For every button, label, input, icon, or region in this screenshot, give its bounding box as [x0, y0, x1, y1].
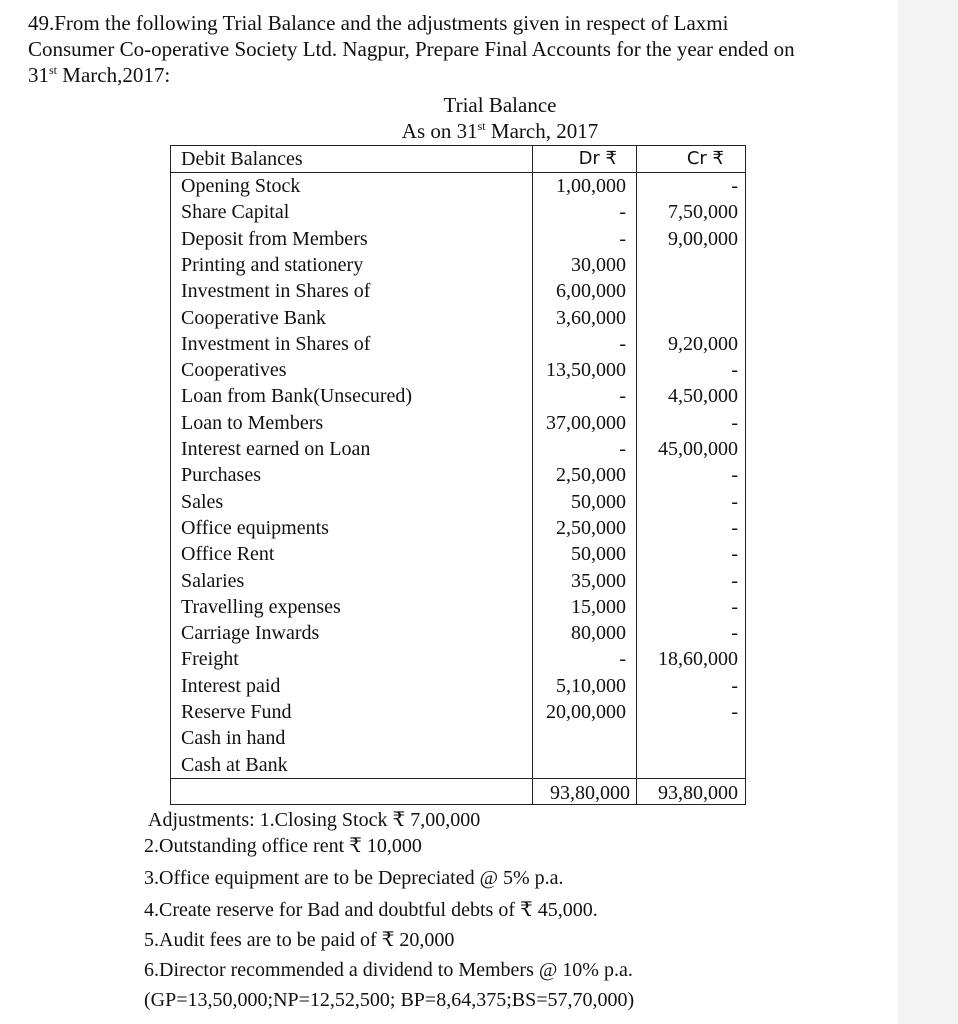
- row-dr-value: 37,00,000: [546, 411, 626, 434]
- row-dr-value: 5,10,000: [556, 674, 626, 697]
- header-particulars: Debit Balances: [181, 148, 303, 170]
- question-line-3: [28, 62, 898, 88]
- as-on-prefix: As on 31: [401, 119, 478, 143]
- row-dr-value: 20,00,000: [546, 701, 626, 723]
- row-cr-value: 9,20,000: [668, 332, 738, 355]
- as-on-rest: March, 2017: [485, 119, 599, 143]
- question-line-1: 49.From the following Trial Balance and the adjustments given in respect of Laxmi: [28, 11, 729, 35]
- row-dr-value: -: [619, 438, 626, 460]
- row-dr-value: 3,60,000: [556, 306, 626, 329]
- total-dr: 93,80,000: [550, 782, 630, 804]
- question-text: [28, 10, 898, 88]
- row-cr-value: -: [731, 595, 738, 618]
- as-on-suffix: st: [477, 119, 486, 133]
- row-label: Deposit from Members: [181, 227, 368, 250]
- row-label: Loan to Members: [181, 411, 324, 434]
- row-dr-value: 30,000: [571, 253, 626, 276]
- question-date-rest: March,2017:: [57, 63, 171, 87]
- row-dr-value: 15,000: [571, 595, 626, 618]
- adjustment-1: Adjustments: 1.Closing Stock ₹ 7,00,000: [148, 809, 481, 831]
- row-dr-value: 2,50,000: [556, 516, 626, 539]
- row-cr-value: -: [731, 359, 738, 382]
- row-cr-value: -: [731, 701, 738, 723]
- header-cr: Cr ₹: [686, 148, 724, 169]
- row-dr-value: -: [619, 201, 626, 224]
- header-dr: Dr ₹: [578, 148, 617, 169]
- row-label: Investment in Shares of: [181, 332, 371, 355]
- row-cr-value: -: [731, 674, 738, 697]
- question-line-2: Consumer Co-operative Society Ltd. Nagpur, Prepare Final Accounts for the year ended on: [28, 37, 795, 61]
- row-dr-value: -: [619, 332, 626, 355]
- row-dr-value: 50,000: [571, 543, 626, 566]
- trial-balance-title: Trial Balance: [443, 93, 557, 117]
- row-label: Cash in hand: [181, 727, 286, 750]
- adjustment-6: 6.Director recommended a dividend to Members @ 10% p.a.: [144, 959, 633, 981]
- total-cr: 93,80,000: [658, 782, 738, 804]
- trial-balance-table: [170, 145, 746, 805]
- row-cr-value: -: [731, 516, 738, 539]
- row-cr-value: 9,00,000: [668, 227, 738, 250]
- row-label: Opening Stock: [181, 175, 301, 197]
- row-label: Office equipments: [181, 516, 329, 539]
- row-label: Salaries: [181, 569, 245, 592]
- row-dr-value: 1,00,000: [556, 175, 626, 197]
- row-cr-value: -: [731, 411, 738, 434]
- row-label: Cooperative Bank: [181, 306, 326, 329]
- row-label: Sales: [181, 490, 224, 513]
- row-cr-value: 4,50,000: [668, 385, 738, 408]
- adjustment-2: 2.Outstanding office rent ₹ 10,000: [144, 835, 422, 857]
- row-label: Freight: [181, 648, 239, 671]
- row-cr-value: -: [731, 464, 738, 487]
- row-cr-value: -: [731, 622, 738, 645]
- total-rule: [171, 778, 745, 779]
- row-cr-value: 7,50,000: [668, 201, 738, 224]
- row-label: Purchases: [181, 464, 261, 487]
- question-date-day: 31: [28, 63, 49, 87]
- trial-balance-heading: [170, 92, 830, 143]
- row-dr-value: -: [619, 227, 626, 250]
- adjustment-5: 5.Audit fees are to be paid of ₹ 20,000: [144, 929, 455, 951]
- adjustment-4: 4.Create reserve for Bad and doubtful debts of ₹ 45,000.: [144, 899, 598, 921]
- row-label: Travelling expenses: [181, 595, 341, 618]
- row-label: Carriage Inwards: [181, 622, 320, 645]
- row-dr-value: 6,00,000: [556, 280, 626, 303]
- row-dr-value: -: [619, 385, 626, 408]
- page-margin-strip: [898, 0, 958, 1024]
- row-label: Office Rent: [181, 543, 275, 566]
- row-dr-value: 80,000: [571, 622, 626, 645]
- row-cr-value: -: [731, 490, 738, 513]
- question-date-suffix: st: [49, 63, 58, 77]
- row-dr-value: 35,000: [571, 569, 626, 592]
- row-label: Cash at Bank: [181, 753, 288, 776]
- row-label: Reserve Fund: [181, 701, 292, 723]
- trial-balance-date: [170, 118, 830, 144]
- row-cr-value: 45,00,000: [658, 438, 738, 460]
- row-label: Share Capital: [181, 201, 290, 224]
- adjustment-answer: (GP=13,50,000;NP=12,52,500; BP=8,64,375;BS=57,70,000): [144, 989, 635, 1011]
- row-label: Interest paid: [181, 674, 281, 697]
- row-label: Printing and stationery: [181, 253, 364, 276]
- row-dr-value: 13,50,000: [546, 359, 626, 382]
- row-cr-value: -: [731, 569, 738, 592]
- row-cr-value: 18,60,000: [658, 648, 738, 671]
- row-dr-value: 2,50,000: [556, 464, 626, 487]
- row-dr-value: 50,000: [571, 490, 626, 513]
- row-label: Cooperatives: [181, 359, 287, 382]
- row-label: Loan from Bank(Unsecured): [181, 385, 413, 408]
- row-label: Interest earned on Loan: [181, 438, 371, 460]
- row-cr-value: -: [731, 543, 738, 566]
- row-label: Investment in Shares of: [181, 280, 371, 303]
- adjustment-3: 3.Office equipment are to be Depreciated @ 5% p.a.: [144, 867, 564, 889]
- row-dr-value: -: [619, 648, 626, 671]
- row-cr-value: -: [731, 175, 738, 197]
